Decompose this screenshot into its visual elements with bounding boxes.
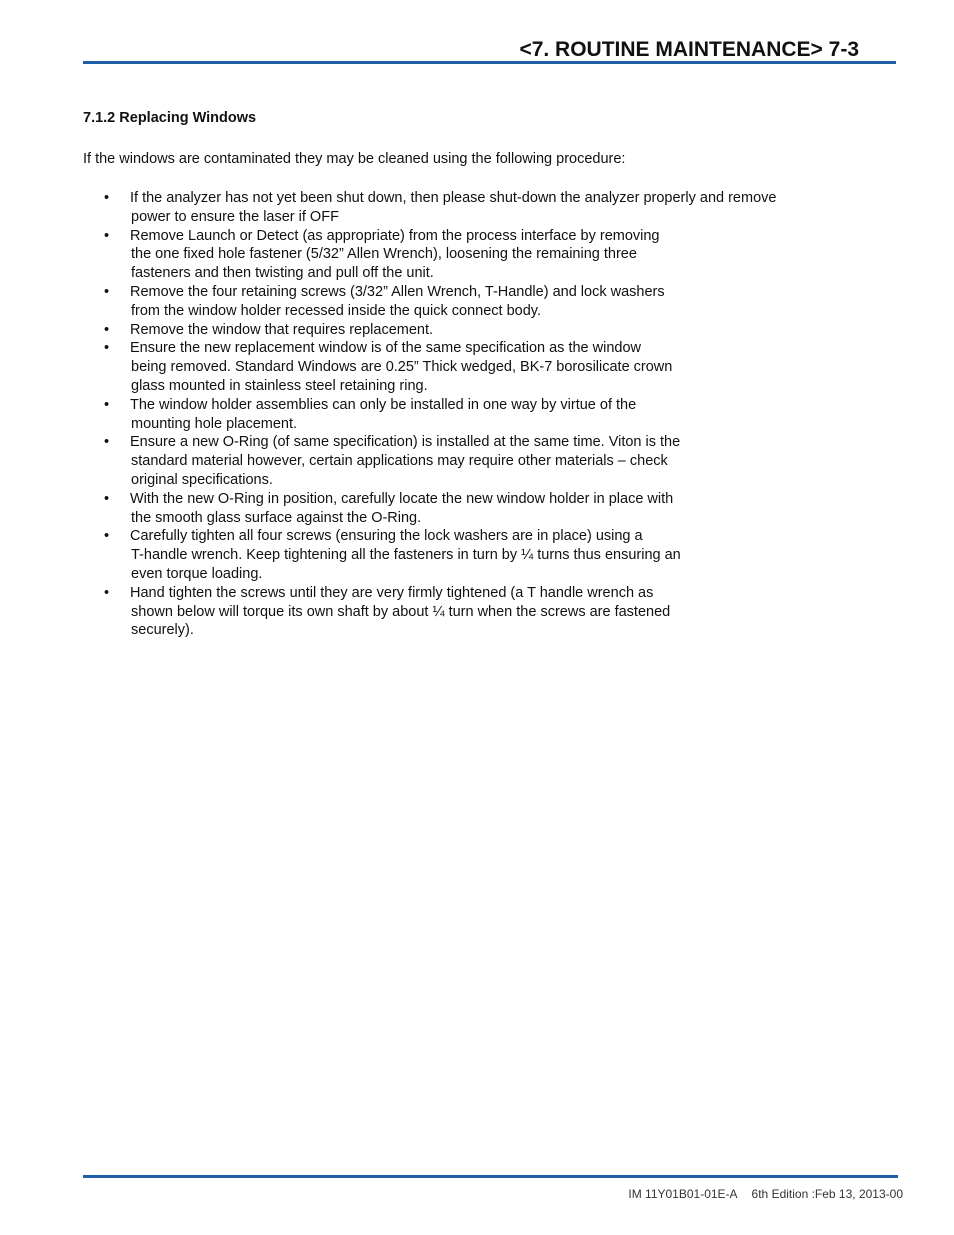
footer-doc-id: IM 11Y01B01-01E-A [628, 1187, 738, 1201]
list-item-text-line: mounting hole placement. [131, 415, 298, 432]
list-item-text-line: Ensure a new O-Ring (of same specification) is installed at the same time. Viton is the [130, 434, 681, 451]
page-header-title: <7. ROUTINE MAINTENANCE> 7-3 [519, 38, 859, 61]
bullet-marker: • [104, 490, 110, 507]
list-item-text-line: being removed. Standard Windows are 0.25” Thick wedged, BK-7 borosilicate crown [131, 359, 673, 376]
list-item-text-line: shown below will torque its own shaft by about ¼ turn when the screws are fastened [131, 603, 671, 620]
bullet-marker: • [104, 396, 110, 413]
list-item-text-line: from the window holder recessed inside the quick connect body. [131, 302, 541, 319]
list-item-text-line: Ensure the new replacement window is of the same specification as the window [130, 340, 641, 357]
list-item-text-line: glass mounted in stainless steel retaining ring. [131, 377, 428, 394]
list-item [104, 396, 844, 434]
list-item-text-line: Carefully tighten all four screws (ensuring the lock washers are in place) using a [130, 528, 643, 545]
bullet-marker: • [104, 434, 110, 451]
footer-divider [83, 1175, 898, 1178]
bullet-marker: • [104, 528, 110, 545]
list-item [104, 283, 844, 321]
list-item-text-line: even torque loading. [131, 565, 263, 582]
list-item [104, 227, 844, 283]
list-item-text-line: T-handle wrench. Keep tightening all the fasteners in turn by ¼ turns thus ensuring an [131, 547, 681, 564]
list-item [104, 490, 844, 528]
list-item [104, 321, 844, 340]
bullet-marker: • [104, 190, 110, 206]
list-item-text-line: fasteners and then twisting and pull off the unit. [131, 265, 434, 282]
list-item [104, 339, 844, 395]
list-item-text-line: The window holder assemblies can only be installed in one way by virtue of the [130, 396, 637, 413]
list-item-text-line: Remove the four retaining screws (3/32” Allen Wrench, T-Handle) and lock washers [130, 283, 665, 300]
procedure-list [104, 189, 844, 640]
list-item-text-line: Hand tighten the screws until they are very firmly tightened (a T handle wrench as [130, 584, 654, 601]
bullet-marker: • [104, 227, 110, 244]
list-item-text-line: Remove the window that requires replacement. [130, 321, 434, 338]
page-footer [628, 1187, 903, 1201]
list-item-text-line: the one fixed hole fastener (5/32” Allen Wrench), loosening the remaining three [131, 246, 637, 263]
list-item-text-line: the smooth glass surface against the O-Ring. [131, 509, 422, 526]
bullet-marker: • [104, 340, 110, 357]
list-item [104, 433, 844, 489]
list-item-text-line: Remove Launch or Detect (as appropriate) from the process interface by removing [130, 227, 660, 244]
bullet-marker: • [104, 321, 110, 338]
footer-edition: 6th Edition :Feb 13, 2013-00 [751, 1187, 903, 1201]
intro-paragraph: If the windows are contaminated they may be cleaned using the following procedure: [83, 151, 626, 167]
list-item-text-line: securely). [131, 622, 194, 639]
list-item-text-line: With the new O-Ring in position, carefully locate the new window holder in place with [130, 490, 674, 507]
list-item-text-line: If the analyzer has not yet been shut down, then please shut-down the analyzer properly and remove [130, 190, 777, 206]
list-item-text-line: power to ensure the laser if OFF [131, 208, 339, 225]
list-item-text-line: original specifications. [131, 471, 273, 488]
list-item [104, 584, 844, 640]
bullet-marker: • [104, 283, 110, 300]
list-item-text-line: standard material however, certain applications may require other materials – check [131, 453, 668, 470]
list-item [104, 189, 844, 227]
header-divider [83, 61, 896, 64]
section-heading: 7.1.2 Replacing Windows [83, 110, 257, 126]
bullet-marker: • [104, 584, 110, 601]
list-item [104, 527, 844, 583]
